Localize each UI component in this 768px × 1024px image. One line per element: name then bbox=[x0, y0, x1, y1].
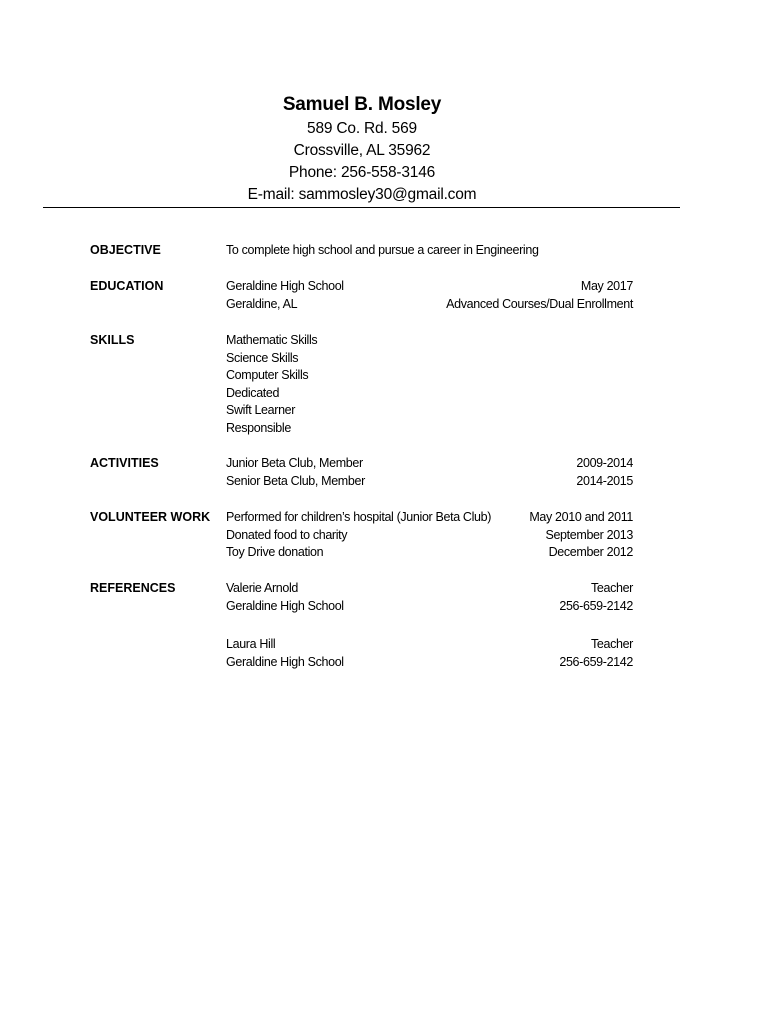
activity-row bbox=[226, 473, 633, 491]
reference-phone: 256-659-2142 bbox=[559, 654, 633, 669]
skill-text: Science Skills bbox=[226, 350, 299, 365]
email-line: E-mail: sammosley30@gmail.com bbox=[247, 186, 477, 203]
reference-name: Valerie Arnold bbox=[226, 581, 298, 595]
reference-name: Laura Hill bbox=[226, 637, 276, 652]
phone-line: Phone: 256-558-3146 bbox=[288, 164, 436, 181]
volunteer-activity: Toy Drive donation bbox=[226, 545, 324, 560]
reference-org: Geraldine High School bbox=[226, 654, 344, 669]
activity-years: 2014-2015 bbox=[576, 473, 633, 488]
objective-text: To complete high school and pursue a career in Engineering bbox=[226, 243, 539, 257]
header-divider bbox=[43, 207, 680, 208]
reference-title: Teacher bbox=[590, 581, 633, 595]
school-name: Geraldine High School bbox=[226, 279, 344, 293]
skill-text: Responsible bbox=[226, 420, 291, 435]
reference-phone: 256-659-2142 bbox=[559, 598, 633, 613]
section-label-references: REFERENCES bbox=[90, 581, 176, 595]
volunteer-row bbox=[226, 509, 633, 527]
education-row bbox=[226, 296, 633, 314]
education-note: Advanced Courses/Dual Enrollment bbox=[446, 296, 633, 311]
reference-row bbox=[226, 636, 633, 654]
skill-item bbox=[226, 420, 633, 438]
section-label-volunteer: VOLUNTEER WORK bbox=[90, 510, 211, 524]
address-line-2: Crossville, AL 35962 bbox=[293, 142, 431, 159]
activity-years: 2009-2014 bbox=[576, 456, 633, 470]
volunteer-row bbox=[226, 527, 633, 545]
activity-name: Senior Beta Club, Member bbox=[226, 473, 365, 488]
resume-header bbox=[0, 92, 724, 206]
education-row bbox=[226, 278, 633, 296]
reference-spacer bbox=[226, 615, 633, 636]
volunteer-activity: Performed for children’s hospital (Junior Beta Club) bbox=[226, 510, 492, 524]
school-location: Geraldine, AL bbox=[226, 296, 298, 311]
skill-item bbox=[226, 367, 633, 385]
skill-item bbox=[226, 402, 633, 420]
objective-row bbox=[226, 242, 633, 260]
reference-org: Geraldine High School bbox=[226, 598, 344, 613]
graduation-date: May 2017 bbox=[580, 279, 633, 293]
applicant-name: Samuel B. Mosley bbox=[282, 94, 442, 115]
reference-row bbox=[226, 654, 633, 672]
section-label-skills: SKILLS bbox=[90, 333, 135, 347]
volunteer-activity: Donated food to charity bbox=[226, 527, 348, 542]
skill-item bbox=[226, 350, 633, 368]
volunteer-date: December 2012 bbox=[548, 545, 633, 560]
skill-text: Mathematic Skills bbox=[226, 333, 318, 347]
activity-name: Junior Beta Club, Member bbox=[226, 456, 363, 470]
volunteer-row bbox=[226, 544, 633, 562]
reference-title: Teacher bbox=[590, 637, 633, 652]
reference-row bbox=[226, 580, 633, 598]
skill-text: Dedicated bbox=[226, 385, 280, 400]
section-label-education: EDUCATION bbox=[90, 279, 164, 293]
section-label-activities: ACTIVITIES bbox=[90, 456, 159, 470]
skill-item bbox=[226, 332, 633, 350]
skill-text: Computer Skills bbox=[226, 368, 309, 383]
skill-text: Swift Learner bbox=[226, 403, 296, 418]
activity-row bbox=[226, 455, 633, 473]
volunteer-date: May 2010 and 2011 bbox=[529, 510, 633, 524]
skill-item bbox=[226, 385, 633, 403]
address-line-1: 589 Co. Rd. 569 bbox=[307, 120, 417, 137]
volunteer-date: September 2013 bbox=[545, 527, 633, 542]
reference-row bbox=[226, 598, 633, 616]
section-label-objective: OBJECTIVE bbox=[90, 243, 161, 257]
